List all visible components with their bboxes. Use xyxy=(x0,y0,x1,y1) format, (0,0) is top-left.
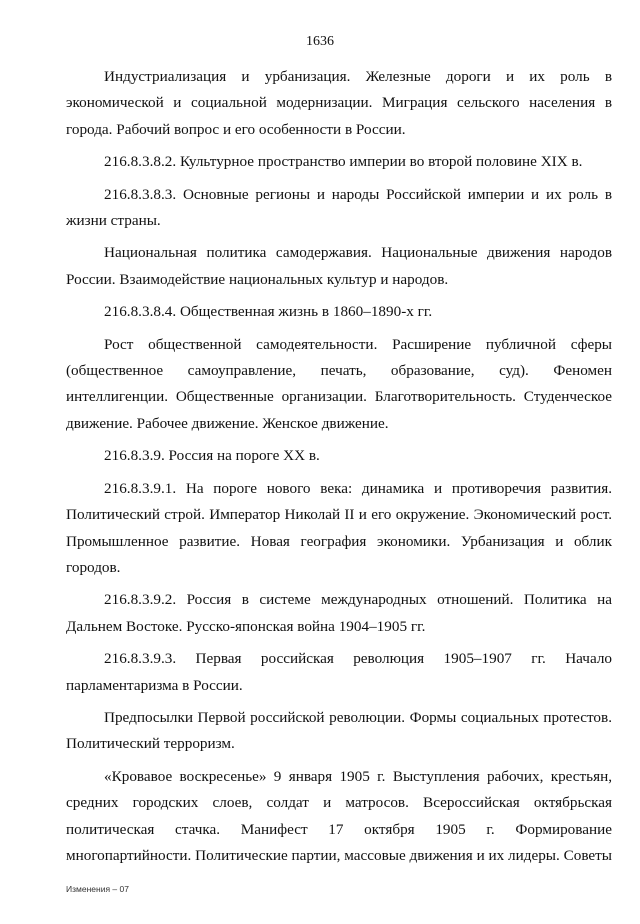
footer-revision-note: Изменения – 07 xyxy=(66,884,129,894)
paragraph-industrialization: Индустриализация и урбанизация. Железные дороги и их роль в экономической и социальной модернизации. Миграция сельского населения в города. Рабочий вопрос и его особенности в России. xyxy=(66,68,612,138)
paragraph-revolution-prerequisites: Предпосылки Первой российской революции. Формы социальных протестов. Политический терроризм. xyxy=(66,708,612,753)
paragraph-public-activity: Рост общественной самодеятельности. Расширение публичной сферы (общественное самоуправление, печать, образование, суд). Феномен интеллигенции. Общественные организации. Благотворительность. Студенческое движение. Рабочее движение. Женское движение. xyxy=(66,335,612,432)
paragraph-216-8-3-8-3: 216.8.3.8.3. Основные регионы и народы Российской империи и их роль в жизни страны. xyxy=(66,185,612,230)
paragraph-national-policy: Национальная политика самодержавия. Национальные движения народов России. Взаимодействие национальных культур и народов. xyxy=(66,244,612,288)
document-body xyxy=(66,64,612,869)
paragraph-216-8-3-8-2: 216.8.3.8.2. Культурное пространство империи во второй половине XIX в. xyxy=(104,153,583,171)
paragraph-216-8-3-9-1: 216.8.3.9.1. На пороге нового века: динамика и противоречия развития. Политический строй. Император Николай II и его окружение. Экономический рост. Промышленное развитие. Новая география экономики. Урбанизация и облик городов. xyxy=(66,479,612,576)
paragraph-216-8-3-8-4: 216.8.3.8.4. Общественная жизнь в 1860–1890-х гг. xyxy=(104,303,433,321)
paragraph-bloody-sunday: «Кровавое воскресенье» 9 января 1905 г. Выступления рабочих, крестьян, средних городских слоев, солдат и матросов. Всероссийская октябрьская политическая стачка. Манифест 17 октября 1905 г. Формирование многопартийности. Политические партии, массовые движения и их лидеры. Советы xyxy=(66,767,612,864)
paragraph-216-8-3-9-2: 216.8.3.9.2. Россия в системе международных отношений. Политика на Дальнем Востоке. Русско-японская война 1904–1905 гг. xyxy=(66,591,612,635)
paragraph-216-8-3-9-3: 216.8.3.9.3. Первая российская революция 1905–1907 гг. Начало парламентаризма в России. xyxy=(66,650,612,694)
page-number: 1636 xyxy=(306,34,334,49)
paragraph-216-8-3-9: 216.8.3.9. Россия на пороге XX в. xyxy=(104,447,320,465)
